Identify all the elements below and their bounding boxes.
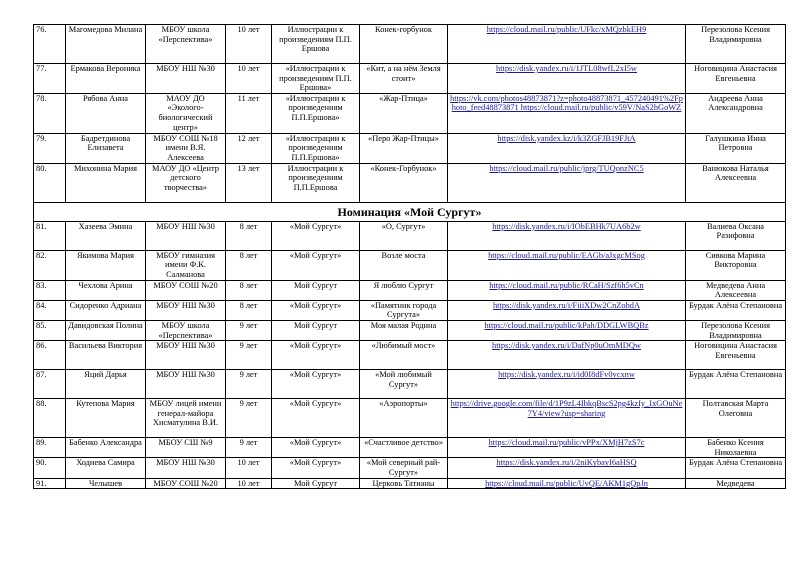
participant-age: 8 лет [226,300,272,320]
work-title: «Памятник города Сургута» [360,300,448,320]
work-link-anchor[interactable]: https://cloud.mail.ru/public/UFkc/xMQzbkEH9 [486,25,647,34]
row-number: 76. [34,25,66,64]
participant-name: Хазеева Эмина [66,221,146,250]
school-name: МБОУ СОШ №20 [146,478,226,489]
work-link [448,163,686,202]
work-link [448,221,686,250]
work-topic: «Мой Сургут» [272,370,360,399]
teacher-name: Перезолова Ксения Владимировна [686,320,786,340]
teacher-name: Сивкова Марина Викторовна [686,250,786,280]
work-link [448,370,686,399]
table-row [34,399,786,438]
row-number: 81. [34,221,66,250]
work-link [448,478,686,489]
teacher-name: Андреева Анна Александровна [686,93,786,133]
participant-age: 10 лет [226,458,272,478]
participant-name: Васильева Виктория [66,341,146,370]
work-topic: Иллюстрации к произведениям П.П. Ершова [272,25,360,64]
participant-age: 9 лет [226,320,272,340]
row-number: 84. [34,300,66,320]
work-topic: «Иллюстрации к произведениям П.П.Ершова» [272,133,360,163]
teacher-name: Бурдак Алёна Степановна [686,370,786,399]
work-link-anchor[interactable]: https://vk.com/photos48873871?z=photo48873871_457240491%2Fphoto_feed48873871 https://cloud.mail.ru/public/v59V/NaS2hGoWZ [450,93,683,113]
participant-name: Сидоренко Адриана [66,300,146,320]
table-row [34,438,786,458]
teacher-name: Перезолова Ксения Владимировна [686,25,786,64]
teacher-name: Ноговицина Анастасия Евгеньевна [686,341,786,370]
school-name: МБОУ гимназия имени Ф.К. Салманова [146,250,226,280]
work-title: «Перо Жар-Птицы» [360,133,448,163]
participant-age: 10 лет [226,478,272,489]
work-link [448,320,686,340]
work-link-anchor[interactable]: https://disk.yandex.ru/i/id0I8dFv0vcxnw [498,370,635,380]
school-name: МАОУ ДО «Центр детского творчества» [146,163,226,202]
participant-age: 8 лет [226,221,272,250]
table-row [34,221,786,250]
participant-age: 9 лет [226,438,272,458]
table-row [34,300,786,320]
teacher-name: Бурдак Алёна Степановна [686,458,786,478]
work-topic: «Иллюстрации к произведениям П.П. Ершова» [272,64,360,94]
work-link [448,64,686,94]
work-link [448,133,686,163]
teacher-name: Ноговицина Анастасия Евгеньевна [686,64,786,94]
teacher-name: Галушкина Инна Петровна [686,133,786,163]
participant-name: Бадретдинова Елизавета [66,133,146,163]
table-row [34,64,786,94]
work-topic: Мой Сургут [272,320,360,340]
work-link [448,25,686,64]
row-number: 88. [34,399,66,438]
participant-name: Яций Дарья [66,370,146,399]
row-number: 80. [34,163,66,202]
table-row [34,163,786,202]
work-title: «Аэропорты» [360,399,448,438]
table-row [34,320,786,340]
school-name: МБОУ СОШ №18 имени В.Я. Алексеева [146,133,226,163]
work-link [448,250,686,280]
participant-name: Ходиева Самира [66,458,146,478]
participant-name: Бабенко Александра [66,438,146,458]
teacher-name: Медведева Анна Алексеевна [686,280,786,300]
table-body-top [34,25,786,203]
row-number: 79. [34,133,66,163]
work-link-anchor[interactable]: https://cloud.mail.ru/public/RCaH/Szf6h5vCn [489,280,644,290]
school-name: МБОУ лицей имени генерал-майора Хисматулина В.И. [146,399,226,438]
participant-age: 9 лет [226,399,272,438]
participant-name: Якимова Мария [66,250,146,280]
work-link-anchor[interactable]: https://drive.google.com/file/d/1P9zL4IbkqBscS2pg4kzIy_IxGOuNe7Y4/view?usp=sharing [450,399,683,418]
participant-name: Ермакова Вероника [66,64,146,94]
teacher-name: Бабенко Ксения Николаевна [686,438,786,458]
participant-name: Михонина Мария [66,163,146,202]
work-link-anchor[interactable]: https://disk.yandex.kz/i/k3ZGFJB19FJtA [497,133,636,143]
school-name: МАОУ ДО «Эколого-биологический центр» [146,93,226,133]
teacher-name: Медведева [686,478,786,489]
work-topic: «Мой Сургут» [272,399,360,438]
work-title: «Жар-Птица» [360,93,448,133]
school-name: МБОУ НШ №30 [146,300,226,320]
work-title: «Счастливое детство» [360,438,448,458]
participant-age: 11 лет [226,93,272,133]
work-link-anchor[interactable]: https://cloud.mail.ru/public/vPPx/XMjH7zS7c [488,438,645,448]
work-topic: «Мой Сургут» [272,458,360,478]
table-row [34,280,786,300]
work-link [448,300,686,320]
work-link-anchor[interactable]: https://disk.yandex.ru/i/1JTL08wfL2xI5w [496,64,637,73]
participant-name: Давидовская Полина [66,320,146,340]
table-row [34,250,786,280]
participant-age: 10 лет [226,25,272,64]
work-title: Моя малая Родина [360,320,448,340]
row-number: 87. [34,370,66,399]
work-link-anchor[interactable]: https://disk.yandex.ru/i/FiiiXDw2CnZohdA [492,300,641,310]
participant-age: 9 лет [226,370,272,399]
work-title: «Любимый мост» [360,341,448,370]
participant-age: 9 лет [226,341,272,370]
work-title: «Мой любимый Сургут» [360,370,448,399]
teacher-name: Ванюкова Наталья Алексеевна [686,163,786,202]
table-row [34,458,786,478]
participant-age: 13 лет [226,163,272,202]
table-body-bottom [34,221,786,488]
work-topic: «Мой Сургут» [272,300,360,320]
row-number: 89. [34,438,66,458]
work-link-anchor[interactable]: https://disk.yandex.ru/i/IObEBHk7UA6b2w [492,221,641,231]
table-row [34,93,786,133]
work-title: Я люблю Сургут [360,280,448,300]
participant-age: 8 лет [226,280,272,300]
work-link-anchor[interactable]: https://cloud.mail.ru/public/jprg/TUQonzNC5 [489,163,644,173]
row-number: 86. [34,341,66,370]
participant-age: 12 лет [226,133,272,163]
participants-table [33,24,786,489]
teacher-name: Валиева Оксана Разифовна [686,221,786,250]
work-title: Возле моста [360,250,448,280]
work-title: Церковь Татианы [360,478,448,489]
participant-name: Чехлова Арина [66,280,146,300]
work-title: «Кит, а на нём Земля стоит» [360,64,448,94]
work-link [448,280,686,300]
row-number: 78. [34,93,66,133]
table-row [34,341,786,370]
table-row [34,478,786,489]
document-page [33,24,785,489]
section-title: Номинация «Мой Сургут» [34,202,786,221]
table-row [34,25,786,64]
work-link-anchor[interactable]: https://disk.yandex.ru/i/2niKybayI6aHSQ [496,458,637,468]
section-row [34,202,786,221]
row-number: 83. [34,280,66,300]
work-topic: «Мой Сургут» [272,250,360,280]
participant-name: Кутепова Мария [66,399,146,438]
school-name: МБОУ школа «Перспектива» [146,320,226,340]
work-link [448,458,686,478]
participant-name: Рябова Анна [66,93,146,133]
row-number: 77. [34,64,66,94]
work-topic: Мой Сургут [272,280,360,300]
participant-name: Челышев [66,478,146,489]
work-title: «Мой северный рай-Сургут» [360,458,448,478]
work-link [448,438,686,458]
row-number: 82. [34,250,66,280]
school-name: МБОУ СШ №9 [146,438,226,458]
row-number: 90. [34,458,66,478]
school-name: МБОУ НШ №30 [146,458,226,478]
work-topic: «Мой Сургут» [272,221,360,250]
table-row [34,133,786,163]
work-link [448,93,686,133]
participant-age: 10 лет [226,64,272,94]
table-row [34,370,786,399]
school-name: МБОУ школа «Перспектива» [146,25,226,64]
school-name: МБОУ НШ №30 [146,370,226,399]
work-title: «О, Сургут» [360,221,448,250]
work-topic: «Мой Сургут» [272,438,360,458]
teacher-name: Бурдак Алёна Степановна [686,300,786,320]
work-link-anchor[interactable]: https://cloud.mail.ru/public/EAGb/aJxgcMSog [488,250,645,260]
work-link [448,341,686,370]
school-name: МБОУ СОШ №20 [146,280,226,300]
work-topic: «Мой Сургут» [272,341,360,370]
work-topic: «Иллюстрации к произведениям П.П.Ершова» [272,93,360,133]
row-number: 85. [34,320,66,340]
row-number: 91. [34,478,66,489]
participant-age: 8 лет [226,250,272,280]
participant-name: Магомедова Милана [66,25,146,64]
work-link [448,399,686,438]
teacher-name: Полтавская Марта Олеговна [686,399,786,438]
work-link-anchor[interactable]: https://disk.yandex.ru/i/DafNp0uOmMDQw [492,341,641,351]
work-title: Конек-горбунок [360,25,448,64]
work-title: «Конек-Горбунок» [360,163,448,202]
school-name: МБОУ НШ №30 [146,221,226,250]
work-topic: Мой Сургут [272,478,360,489]
work-link-anchor[interactable]: https://cloud.mail.ru/public/UvQE/AKM1gQpJn [485,478,648,488]
school-name: МБОУ НШ №30 [146,341,226,370]
work-topic: Иллюстрации к произведениям П.П.Ершова [272,163,360,202]
school-name: МБОУ НШ №30 [146,64,226,94]
work-link-anchor[interactable]: https://cloud.mail.ru/public/kPah/DDGLWBQBz [484,320,649,330]
